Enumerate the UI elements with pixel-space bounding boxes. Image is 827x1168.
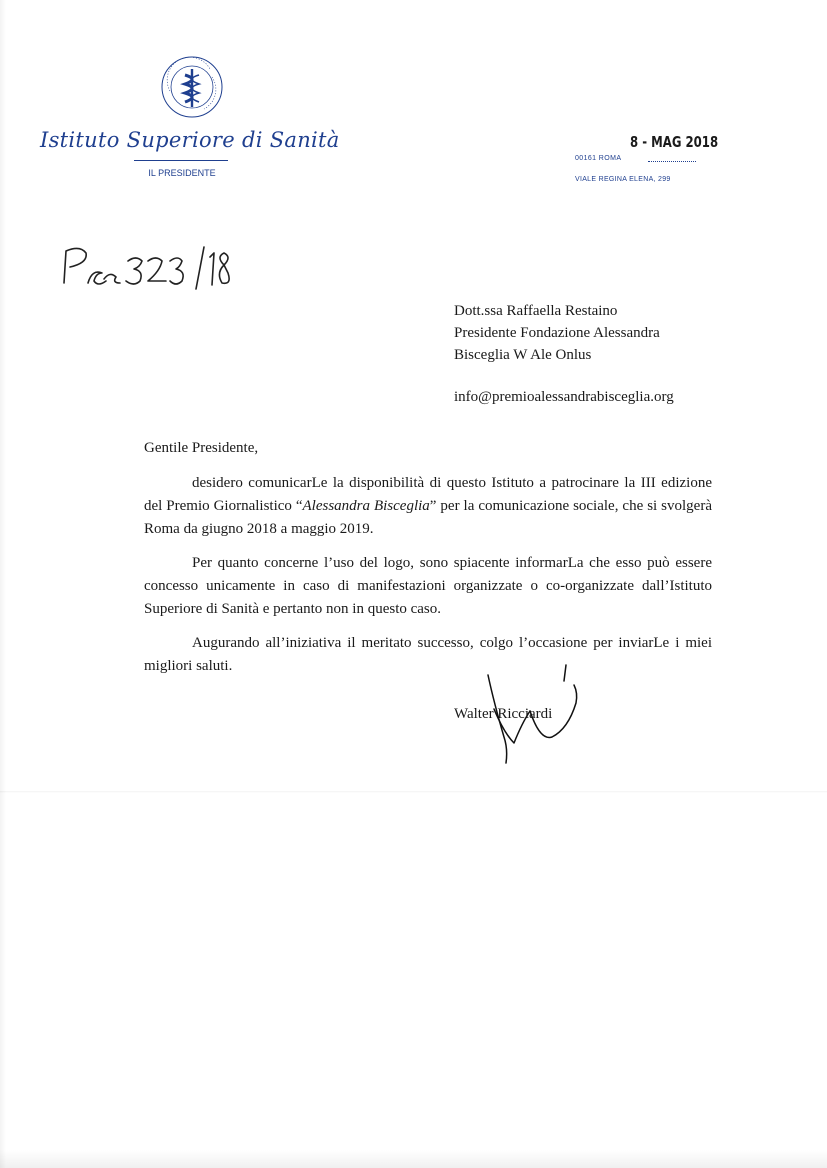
recipient-address xyxy=(454,300,674,408)
recipient-organization: Bisceglia W Ale Onlus xyxy=(454,347,592,363)
institute-seal-logo xyxy=(160,55,224,119)
paragraph-patronage-text-a: desidero comunicarLe la disponibilità di questo Istituto a patrocinare la III edizione del Premio Giornalistico “ xyxy=(144,475,712,514)
paragraph-logo-use xyxy=(144,552,712,621)
salutation: Gentile Presidente, xyxy=(144,440,259,456)
handwritten-signature xyxy=(480,663,590,768)
letterhead-rule xyxy=(134,160,228,161)
postal-line: 00161 ROMA xyxy=(575,155,622,162)
paragraph-patronage-text-b: ” per la comunicazione sociale, che si svolgerà Roma da giugno 2018 a maggio 2019. xyxy=(144,498,712,537)
scan-bottom-edge xyxy=(0,1150,827,1168)
recipient-email: info@premioalessandrabisceglia.org xyxy=(454,389,674,405)
handwritten-reference xyxy=(58,243,238,291)
date-stamp: 8 - MAG 2018 xyxy=(630,133,719,151)
paragraph-patronage xyxy=(144,472,712,541)
recipient-title: Presidente Fondazione Alessandra xyxy=(454,325,660,341)
paper-fold xyxy=(0,791,827,793)
institute-name: Istituto Superiore di Sanità xyxy=(40,128,340,152)
signatory-name: Walter Ricciardi xyxy=(454,706,553,722)
award-name: Alessandra Bisceglia xyxy=(302,498,430,514)
paragraph-closing xyxy=(144,632,712,678)
postal-dotted-line xyxy=(648,161,696,162)
office-label: IL PRESIDENTE xyxy=(148,168,216,178)
recipient-name: Dott.ssa Raffaella Restaino xyxy=(454,303,618,319)
paragraph-logo-use-text: Per quanto concerne l’uso del logo, sono spiacente informarLa che esso può essere concesso unicamente in caso di manifestazioni organizzate o co-organizzate dall’Istituto Superiore di Sanità e pertanto non in questo caso. xyxy=(144,555,712,617)
paragraph-closing-text: Augurando all’iniziativa il meritato successo, colgo l’occasione per inviarLe i miei migliori saluti. xyxy=(144,635,712,674)
street-line: VIALE REGINA ELENA, 299 xyxy=(575,176,671,183)
scan-left-edge xyxy=(0,0,6,1168)
